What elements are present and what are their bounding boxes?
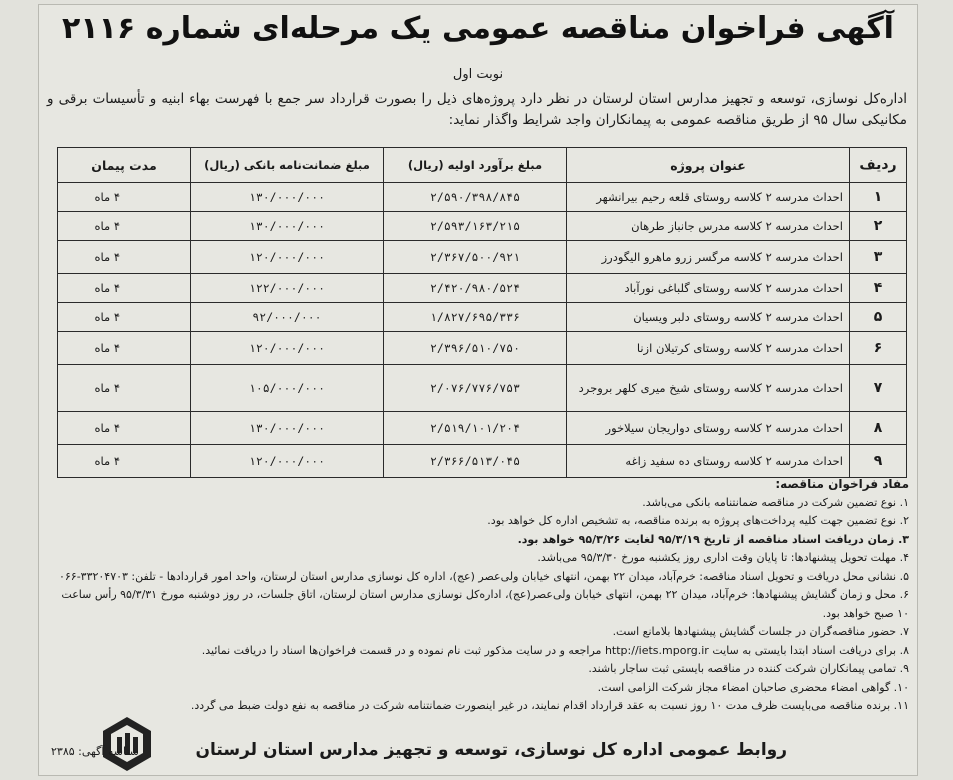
- row-title: احداث مدرسه ۲ کلاسه روستای دلبر ویسیان: [567, 303, 850, 332]
- condition-item: ۶. محل و زمان گشایش پیشنهادها: خرم‌آباد، میدان ۲۲ بهمن، انتهای خیابان ولی‌عصر(عج)، اداره‌کل نوسازی مدارس استان لرستان، اتاق جلسات، در روز دوشنبه مورخ ۹۵/۳/۳۱ رأس ساعت: [61, 588, 909, 601]
- row-guarantee: ۱۲۰/۰۰۰/۰۰۰: [191, 241, 384, 274]
- condition-item: ۳. زمان دریافت اسناد مناقصه از تاریخ ۹۵/۳/۱۹ لغایت ۹۵/۳/۲۶ خواهد بود.: [517, 532, 909, 546]
- condition-item: ۱۰ صبح خواهد بود.: [822, 606, 909, 620]
- col-header-title: عنوان پروژه: [567, 148, 850, 183]
- row-duration: ۴ ماه: [58, 212, 191, 241]
- row-guarantee: ۱۲۰/۰۰۰/۰۰۰: [191, 445, 384, 478]
- table-header-row: [58, 148, 907, 183]
- row-no: ۲: [850, 212, 907, 241]
- table-row: [58, 445, 907, 478]
- col-header-guarantee: مبلغ ضمانت‌نامه بانکی (ریال): [191, 148, 384, 183]
- conditions-list: [49, 475, 909, 716]
- footer-organization: روابط عمومی اداره کل نوسازی، توسعه و تجهیز مدارس استان لرستان: [195, 740, 787, 760]
- row-guarantee: ۱۳۰/۰۰۰/۰۰۰: [191, 412, 384, 445]
- row-estimate: ۲/۵۹۰/۳۹۸/۸۴۵: [384, 183, 567, 212]
- row-duration: ۴ ماه: [58, 365, 191, 412]
- organization-logo: [97, 713, 157, 773]
- table-row: [58, 412, 907, 445]
- row-duration: ۴ ماه: [58, 183, 191, 212]
- row-duration: ۴ ماه: [58, 274, 191, 303]
- row-title: احداث مدرسه ۲ کلاسه روستای گلباغی نورآباد: [567, 274, 850, 303]
- row-estimate: ۲/۵۱۹/۱۰۱/۲۰۴: [384, 412, 567, 445]
- table-row: [58, 212, 907, 241]
- row-duration: ۴ ماه: [58, 303, 191, 332]
- row-estimate: ۲/۵۹۳/۱۶۳/۲۱۵: [384, 212, 567, 241]
- row-title: احداث مدرسه ۲ کلاسه روستای ده سفید زاغه: [567, 445, 850, 478]
- row-title: احداث مدرسه ۲ کلاسه مدرس جانباز طرهان: [567, 212, 850, 241]
- col-header-estimate: مبلغ برآورد اولیه (ریال): [384, 148, 567, 183]
- row-no: ۵: [850, 303, 907, 332]
- row-no: ۴: [850, 274, 907, 303]
- row-duration: ۴ ماه: [58, 445, 191, 478]
- table-row: [58, 332, 907, 365]
- condition-item: ۱۰. گواهی امضاء محضری صاحبان امضاء مجاز شرکت الزامی است.: [597, 680, 909, 694]
- row-estimate: ۲/۰۷۶/۷۷۶/۷۵۳: [384, 365, 567, 412]
- row-guarantee: ۱۲۲/۰۰۰/۰۰۰: [191, 274, 384, 303]
- condition-item: ۱۱. برنده مناقصه می‌بایست ظرف مدت ۱۰ روز نسبت به عقد قرارداد اقدام نمایند، در غیر اینصورت ضمانتنامه شرکت در مناقصه به نفع دولت ضبط می گردد.: [190, 699, 909, 712]
- ad-box: [38, 4, 918, 776]
- table-row: [58, 365, 907, 412]
- row-title: احداث مدرسه ۲ کلاسه روستای شیخ میری کلهر بروجرد: [567, 365, 850, 412]
- condition-item: ۸. برای دریافت اسناد ابتدا بایستی به سایت http://iets.mporg.ir مراجعه و در سایت مذکور ثبت نام نموده و در قسمت فراخوان‌ها اسناد را دریافت نمائید.: [201, 643, 909, 657]
- row-estimate: ۲/۳۶۶/۵۱۳/۰۴۵: [384, 445, 567, 478]
- row-title: احداث مدرسه ۲ کلاسه مرگسر زرو ماهرو الیگودرز: [567, 241, 850, 274]
- ad-code: شناسه آگهی: ۲۳۸۵: [51, 745, 139, 758]
- row-guarantee: ۱۳۰/۰۰۰/۰۰۰: [191, 183, 384, 212]
- conditions-heading: مفاد فراخوان مناقصه:: [775, 477, 909, 491]
- row-no: ۱: [850, 183, 907, 212]
- table-row: [58, 183, 907, 212]
- row-guarantee: ۹۲/۰۰۰/۰۰۰: [191, 303, 384, 332]
- row-estimate: ۲/۳۹۶/۵۱۰/۷۵۰: [384, 332, 567, 365]
- row-title: احداث مدرسه ۲ کلاسه روستای کرتیلان ازنا: [567, 332, 850, 365]
- projects-table: [57, 147, 907, 478]
- condition-item: ۱. نوع تضمین شرکت در مناقصه ضمانتنامه بانکی می‌باشد.: [642, 495, 909, 509]
- row-no: ۶: [850, 332, 907, 365]
- col-header-duration: مدت پیمان: [58, 148, 191, 183]
- table-row: [58, 303, 907, 332]
- row-duration: ۴ ماه: [58, 412, 191, 445]
- condition-item: ۲. نوع تضمین جهت کلیه پرداخت‌های پروژه به برنده مناقصه، به تشخیص اداره کل خواهد بود.: [487, 514, 909, 527]
- row-estimate: ۱/۸۲۷/۶۹۵/۳۳۶: [384, 303, 567, 332]
- ad-title: آگهی فراخوان مناقصه عمومی یک مرحله‌ای شماره ۲۱۱۶: [62, 11, 894, 46]
- condition-item: ۴. مهلت تحویل پیشنهادها: تا پایان وقت اداری روز یکشنبه مورخ ۹۵/۳/۳۰ می‌باشد.: [537, 551, 909, 564]
- condition-item: ۵. نشانی محل دریافت و تحویل اسناد مناقصه: خرم‌آباد، میدان ۲۲ بهمن، انتهای خیابان ولی‌عصر (عج)، اداره کل نوسازی مدارس استان لرستان، واحد امور قراردادها - تلفن: ۳۳۲۰۴۷۰۳-۰۶۶: [58, 569, 909, 583]
- row-estimate: ۲/۴۲۰/۹۸۰/۵۲۴: [384, 274, 567, 303]
- row-guarantee: ۱۲۰/۰۰۰/۰۰۰: [191, 332, 384, 365]
- condition-item: ۹. تمامی پیمانکاران شرکت کننده در مناقصه بایستی ثبت ساجار باشند.: [588, 662, 909, 675]
- row-title: احداث مدرسه ۲ کلاسه روستای قلعه رحیم بیرانشهر: [567, 183, 850, 212]
- condition-item: ۷. حضور مناقصه‌گران در جلسات گشایش پیشنهادها بلامانع است.: [612, 625, 909, 638]
- row-guarantee: ۱۰۵/۰۰۰/۰۰۰: [191, 365, 384, 412]
- row-no: ۷: [850, 365, 907, 412]
- row-guarantee: ۱۳۰/۰۰۰/۰۰۰: [191, 212, 384, 241]
- row-estimate: ۲/۳۶۷/۵۰۰/۹۲۱: [384, 241, 567, 274]
- row-duration: ۴ ماه: [58, 241, 191, 274]
- row-no: ۹: [850, 445, 907, 478]
- table-row: [58, 274, 907, 303]
- intro-paragraph: اداره‌کل نوسازی، توسعه و تجهیز مدارس استان لرستان در نظر دارد پروژه‌های ذیل را بصورت قرارداد سر جمع با فهرست بهاء ابنیه و تأسیسات برقی و مکانیکی سال ۹۵ از طریق مناقصه عمومی به پیمانکاران واجد شرایط واگذار نماید:: [47, 91, 907, 128]
- row-title: احداث مدرسه ۲ کلاسه روستای دواریجان سیلاخور: [567, 412, 850, 445]
- table-row: [58, 241, 907, 274]
- row-no: ۸: [850, 412, 907, 445]
- row-no: ۳: [850, 241, 907, 274]
- row-duration: ۴ ماه: [58, 332, 191, 365]
- col-header-no: ردیف: [850, 148, 907, 183]
- round-label: نوبت اول: [452, 67, 504, 82]
